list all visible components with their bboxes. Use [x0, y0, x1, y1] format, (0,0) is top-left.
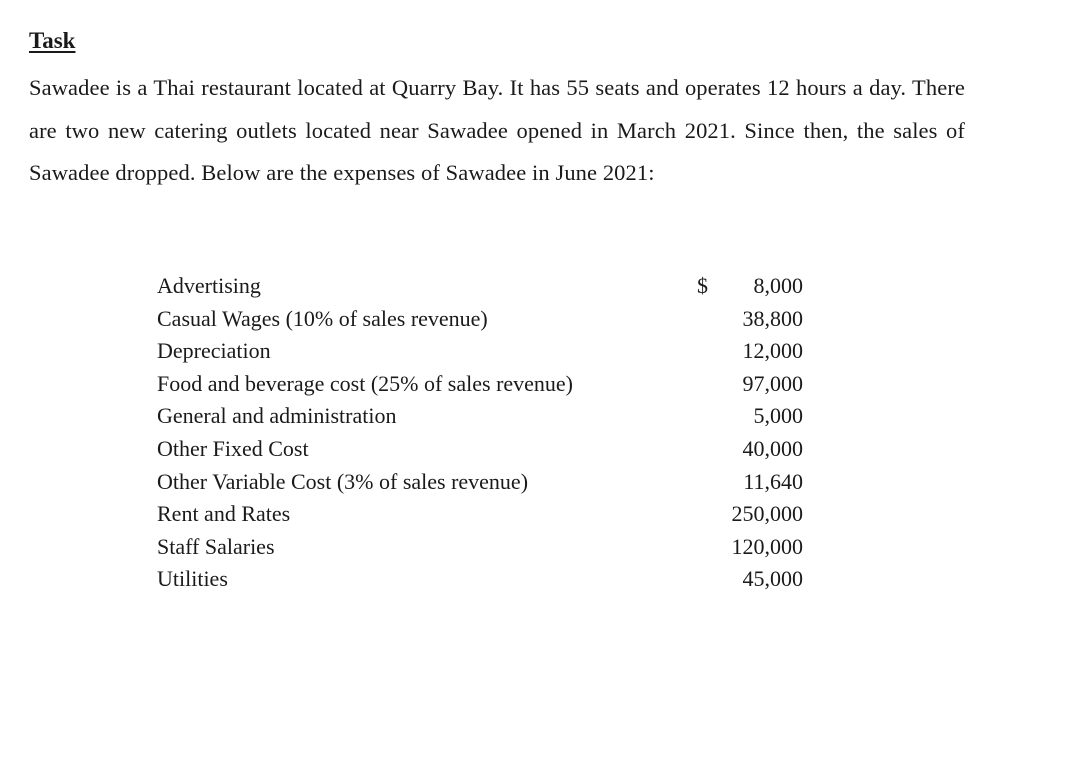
- expense-label: Casual Wages (10% of sales revenue): [157, 305, 488, 331]
- expense-amount: 8,000: [753, 273, 803, 298]
- expense-label: Food and beverage cost (25% of sales revenue): [157, 370, 574, 396]
- expenses-table: [157, 271, 807, 597]
- expense-label: Staff Salaries: [157, 533, 275, 559]
- expense-amount: 97,000: [742, 370, 803, 396]
- expense-row-advertising: [157, 271, 807, 304]
- expense-label: Advertising: [157, 273, 261, 298]
- expense-row-rent-rates: [157, 499, 807, 532]
- expense-amount: 12,000: [742, 338, 803, 364]
- expense-amount: 11,640: [743, 468, 803, 494]
- task-paragraph: Sawadee is a Thai restaurant located at Quarry Bay. It has 55 seats and operates 12 hours a day. There are two new catering outlets located near Sawadee opened in March 2021. Since then, the sales of Sawadee dropped. Below are the expenses of Sawadee in June 2021:: [29, 75, 965, 185]
- expense-amount: 38,800: [742, 305, 803, 331]
- expense-amount: 250,000: [731, 501, 803, 527]
- expense-label: Depreciation: [157, 338, 271, 364]
- expense-amount: 45,000: [742, 566, 803, 592]
- expense-amount: 120,000: [731, 533, 803, 559]
- expense-row-casual-wages: [157, 304, 807, 337]
- expense-label: Other Fixed Cost: [157, 435, 309, 461]
- expense-row-staff-salaries: [157, 532, 807, 565]
- expense-label: Other Variable Cost (3% of sales revenue): [157, 468, 529, 494]
- expense-row-general-admin: [157, 401, 807, 434]
- expense-amount: 40,000: [742, 435, 803, 461]
- currency-symbol: $: [697, 273, 708, 298]
- expense-row-other-fixed: [157, 434, 807, 467]
- expense-label: General and administration: [157, 403, 397, 429]
- expense-label: Utilities: [157, 566, 228, 592]
- expense-row-food-beverage: [157, 369, 807, 402]
- expense-row-utilities: [157, 564, 807, 597]
- expense-label: Rent and Rates: [157, 501, 291, 527]
- expense-row-other-variable: [157, 467, 807, 500]
- expense-amount: 5,000: [753, 403, 803, 429]
- expense-row-depreciation: [157, 336, 807, 369]
- task-heading: Task: [29, 28, 76, 53]
